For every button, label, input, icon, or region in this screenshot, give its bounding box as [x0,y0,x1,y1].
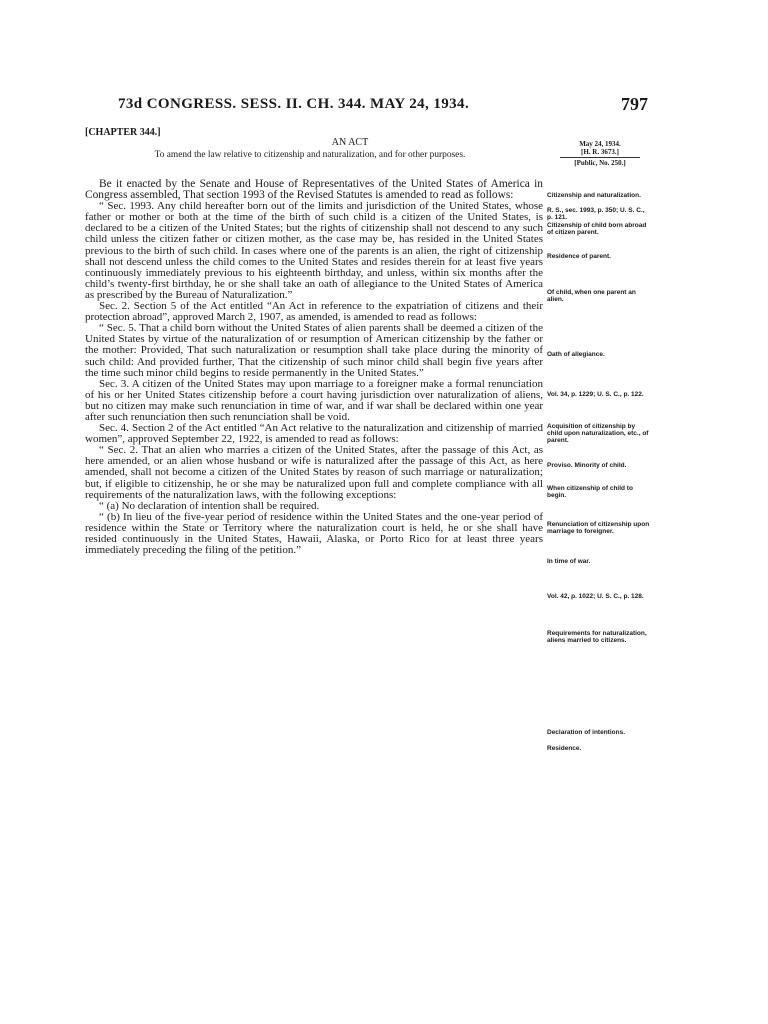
margin-note-vol34-ref: Vol. 34, p. 1229; U. S. C., p. 122. [547,391,644,398]
public-law-info [560,140,640,167]
section-4-text: Sec. 4. Section 2 of the Act entitled “An Act relative to the naturalization and citizenship of married women”, approved September 22, 1922, is amended to read as follows: [85,422,543,446]
section-3-text: Sec. 3. A citizen of the United States may upon marriage to a foreigner make a formal renunciation of his or her United States citizenship before a court having jurisdiction over naturalization of aliens, but no citizen may make such renunciation in time of war, and if war shall be declared within one year after such renunciation then such renunciation shall be void. [85,377,543,423]
amended-section-2-text: “ Sec. 2. That an alien who marries a citizen of the United States, after the passage of this Act, as here amended, or an alien whose husband or wife is naturalized after the passage of this Act, as here amended, shall not become a citizen of the United States by reason of such marriage or naturalization; but, if eligible to citizenship, he or she may be naturalized upon full and complete compliance with all requirements of the naturalization laws, with the following exceptions: [85,444,543,501]
act-purpose: To amend the law relative to citizenship and naturalization, and for other purposes. [154,150,466,160]
public-number: [Public, No. 250.] [574,159,626,167]
margin-note-renunciation: Renunciation of citizenship upon marriage to foreigner. [547,521,650,535]
section-2-text: Sec. 2. Section 5 of the Act entitled “An Act in reference to the expatriation of citizens and their protection abroad”, approved March 2, 1907, as amended, is amended to read as follows: [85,300,543,324]
margin-note-proviso: Proviso. Minority of child. [547,462,627,469]
statute-body [85,179,543,556]
margin-note-acquisition: Acquisition of citizenship by child upon naturalization, etc., of parent. [547,423,649,444]
margin-note-alien-parent: Of child, when one parent an alien. [547,289,636,303]
section-1993-text: “ Sec. 1993. Any child hereafter born out of the limits and jurisdiction of the United States, whose father or mother or both at the time of the birth of such child is a citizen of the United States, is declared to be a citizen of the United States; but the rights of citizenship shall not descend to any such child unless the citizen father or citizen mother, as the case may be, has resided in the United States previous to the birth of such child. In cases where one of the parents is an alien, the right of citizenship shall not descend unless the child comes to the United States and resides therein for at least five years continuously immediately previous to his eighteenth birthday, and unless, within six months after the child’s twenty-first birthday, he or she shall take an oath of allegiance to the United States of America as prescribed by the Bureau of Naturalization.” [85,200,543,301]
margin-note-declaration: Declaration of intentions. [547,729,626,736]
bill-number: [H. R. 3673.] [581,148,619,156]
exception-b: “ (b) In lieu of the five-year period of residence within the United States and the one-year period of residence within the State or Territory where the naturalization court is held, he or she shall have resided continuously in the United States, Hawaii, Alaska, or Porto Rico for at least three years immediately preceding the filing of the petition.” [85,510,543,557]
running-head: 73d CONGRESS. SESS. II. CH. 344. MAY 24, 1934. [118,96,470,112]
section-5-text: “ Sec. 5. That a child born without the United States of alien parents shall be deemed a citizen of the United States by virtue of the naturalization of or resumption of American citizenship by the father or the mother: Provided, That such naturalization or resumption shall take place during the minority of such child: And provided further, That the citizenship of such minor child shall begin five years after the time such minor child begins to reside permanently in the United States.” [85,322,543,379]
margin-note-residence-parent: Residence of parent. [547,253,611,260]
margin-note-residence: Residence. [547,745,582,752]
margin-note-vol42-ref: Vol. 42, p. 1022; U. S. C., p. 128. [547,593,644,600]
approval-date: May 24, 1934. [579,140,621,148]
margin-note-requirements: Requirements for naturalization, aliens married to citizens. [547,630,647,644]
margin-note-child-born-abroad: Citizenship of child born abroad of citizen parent. [547,222,647,236]
margin-note-citizenship: Citizenship and naturalization. [547,192,641,199]
chapter-label: [CHAPTER 344.] [85,127,161,138]
exception-a: “ (a) No declaration of intention shall be required. [99,499,320,512]
margin-note-rs-ref: R. S., sec. 1993, p. 350; U. S. C., p. 121. [547,207,645,221]
page-number: 797 [621,94,648,114]
margin-note-time-of-war: In time of war. [547,558,591,565]
running-header [118,96,648,120]
enacting-clause: Be it enacted by the Senate and House of Representatives of the United States of America in Congress assembled, That section 1993 of the Revised Statutes is amended to read as follows: [85,178,543,202]
divider [560,157,640,158]
margin-note-when-citizenship: When citizenship of child to begin. [547,485,633,499]
margin-note-oath: Oath of allegiance. [547,351,605,358]
act-heading: AN ACT [331,137,369,148]
